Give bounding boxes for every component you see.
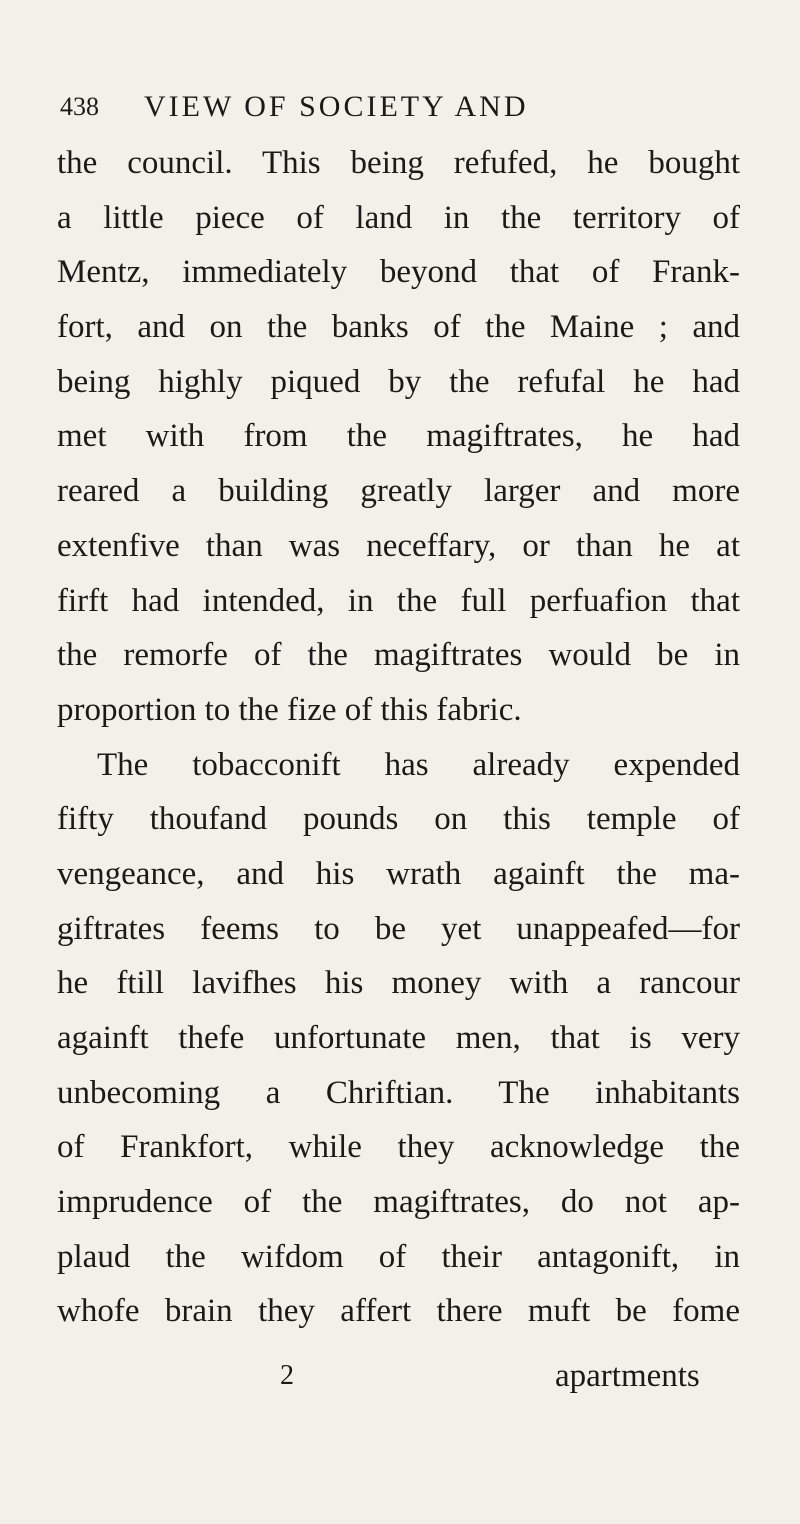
text-line: firft had intended, in the full perfuafion that — [57, 582, 740, 619]
running-title: VIEW OF SOCIETY AND — [144, 90, 529, 123]
page-number: 438 — [60, 92, 99, 121]
text-line: Mentz, immediately beyond that of Frank- — [57, 254, 740, 291]
body-text — [57, 136, 740, 1339]
text-line: being highly piqued by the refufal he had — [57, 363, 740, 400]
text-line: fort, and on the banks of the Maine ; and — [57, 309, 740, 346]
text-line: the remorfe of the magiftrates would be in — [57, 637, 740, 674]
text-line: of Frankfort, while they acknowledge the — [57, 1129, 740, 1166]
text-line: whofe brain they affert there muft be fome — [57, 1293, 740, 1330]
text-line: imprudence of the magiftrates, do not ap- — [57, 1184, 740, 1221]
text-line: vengeance, and his wrath againft the ma- — [57, 855, 740, 892]
text-line: plaud the wifdom of their antagonift, in — [57, 1238, 740, 1275]
text-line: met with from the magiftrates, he had — [57, 418, 740, 455]
paragraph-start-line: The tobacconift has already expended — [97, 746, 740, 783]
page-footer — [0, 1356, 800, 1396]
text-line: againft thefe unfortunate men, that is very — [57, 1020, 740, 1056]
text-line: he ftill lavifhes his money with a rancour — [57, 965, 740, 1002]
paragraph-end-line: proportion to the fize of this fabric. — [57, 691, 522, 728]
signature-mark: 2 — [280, 1360, 294, 1391]
text-line: fifty thoufand pounds on this temple of — [57, 801, 740, 838]
text-line: giftrates feems to be yet unappeafed—for — [57, 910, 740, 947]
text-line: the council. This being refufed, he bought — [57, 145, 740, 181]
catchword: apartments — [555, 1358, 700, 1394]
text-line: unbecoming a Chriftian. The inhabitants — [57, 1074, 740, 1111]
text-line: reared a building greatly larger and more — [57, 473, 740, 510]
text-line: a little piece of land in the territory of — [57, 199, 740, 236]
running-head — [60, 90, 760, 130]
text-line: extenfive than was neceffary, or than he at — [57, 527, 740, 564]
